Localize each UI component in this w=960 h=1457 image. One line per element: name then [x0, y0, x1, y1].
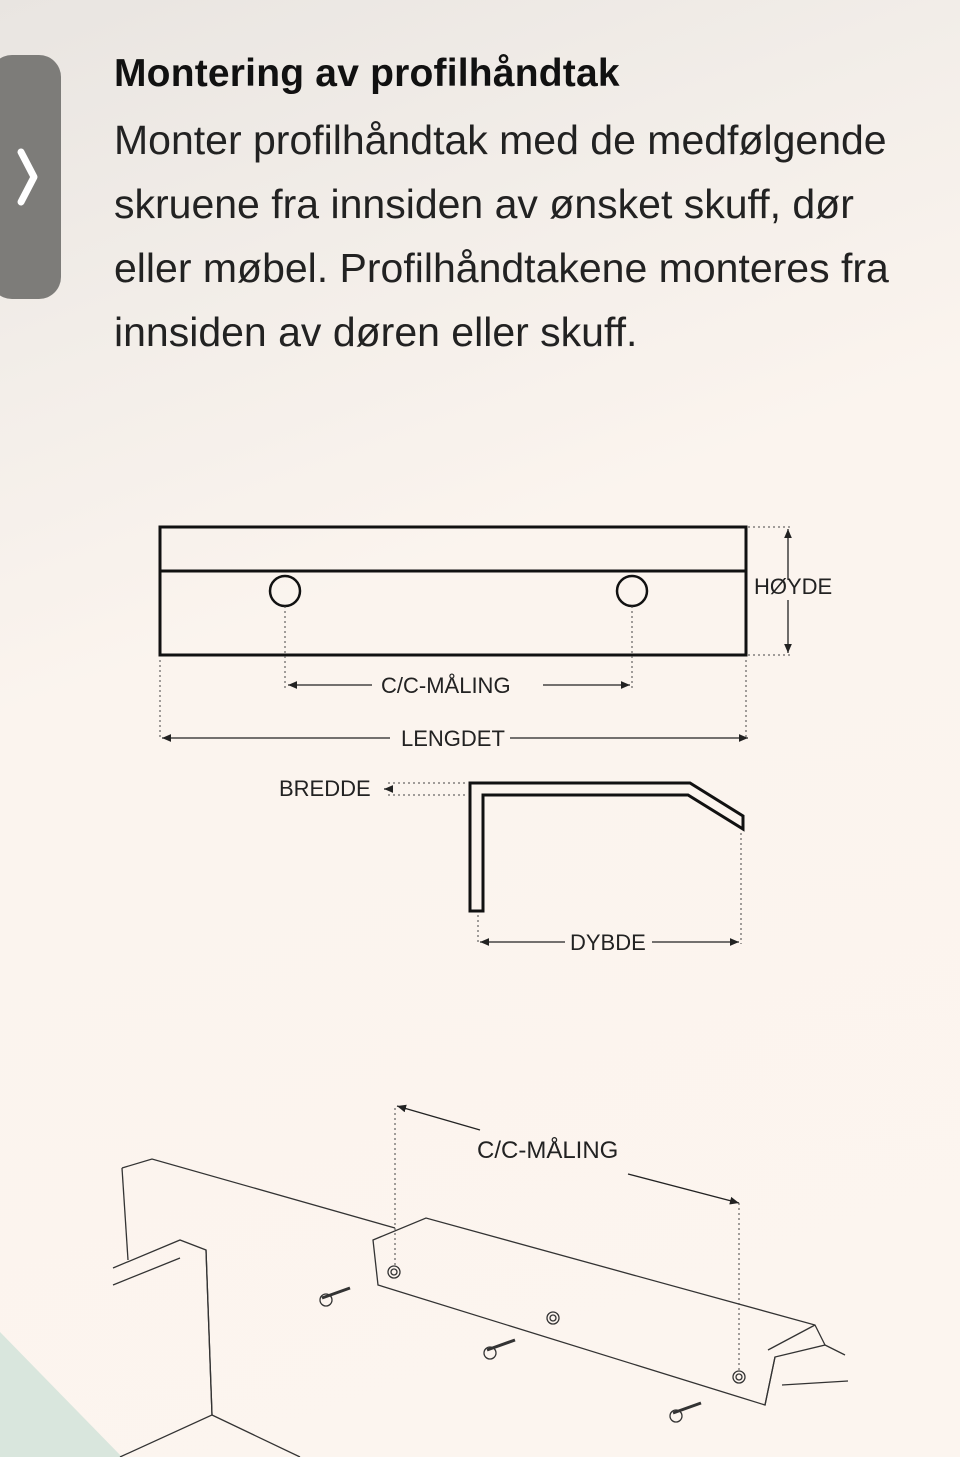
mounting-illustration: [113, 1159, 848, 1457]
hoyde-label: HØYDE: [754, 574, 833, 599]
section-body: Monter profilhåndtak med de medfølgende skruene fra innsiden av ønsket skuff, dør eller møbel. Profilhåndtakene monteres fra innsiden av døren eller skuff.: [114, 117, 889, 355]
handle-front-view: [160, 527, 746, 655]
handle-profile-view: [470, 783, 743, 911]
cc-iso-label: C/C-MÅLING: [477, 1137, 619, 1164]
dybde-label: DYBDE: [570, 930, 646, 955]
screw-hole: [270, 576, 300, 606]
screw-hole: [617, 576, 647, 606]
section-title: Montering av profilhåndtak: [114, 52, 620, 95]
lengdet-label: LENGDET: [401, 726, 505, 751]
cc-label: C/C-MÅLING: [381, 673, 511, 698]
bredde-label: BREDDE: [279, 776, 371, 801]
